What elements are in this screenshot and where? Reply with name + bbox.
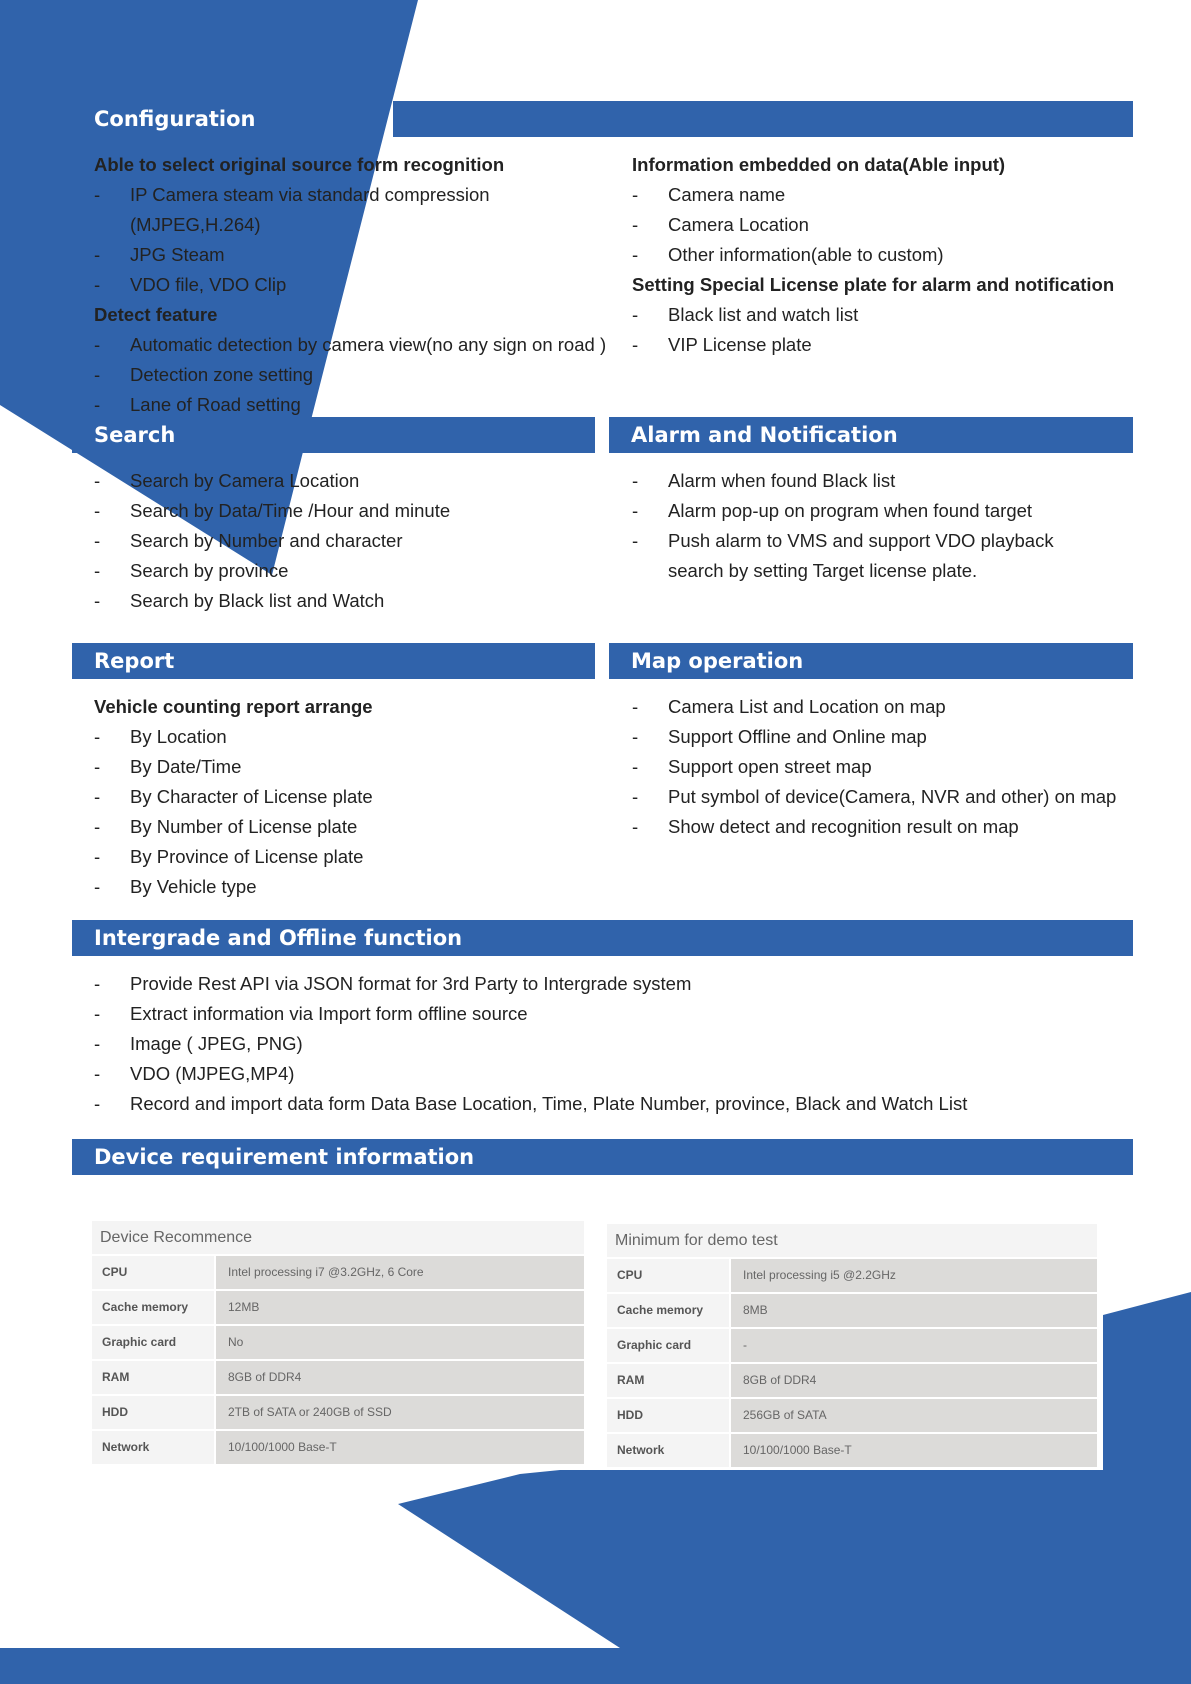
table-row bbox=[607, 1399, 1097, 1432]
bullet-dash: - bbox=[632, 500, 639, 521]
search-list bbox=[94, 466, 594, 616]
bullet-dash: - bbox=[632, 470, 639, 491]
spec-key: Graphic card bbox=[92, 1326, 214, 1359]
table-title: Minimum for demo test bbox=[607, 1224, 1097, 1257]
bullet-dash: - bbox=[94, 394, 101, 415]
bullet-dash: - bbox=[632, 304, 639, 325]
list-item bbox=[632, 300, 1132, 330]
configuration-right bbox=[632, 150, 1132, 360]
bullet-dash: - bbox=[632, 244, 639, 265]
list-item-text: By Province of License plate bbox=[130, 846, 364, 867]
list-item-text: Put symbol of device(Camera, NVR and other) on map bbox=[668, 786, 1117, 807]
spec-key: CPU bbox=[607, 1259, 729, 1292]
device-title: Device requirement information bbox=[94, 1145, 475, 1169]
list-item-text: Provide Rest API via JSON format for 3rd Party to Intergrade system bbox=[130, 973, 692, 994]
spec-key: Network bbox=[607, 1434, 729, 1467]
list-item bbox=[94, 782, 594, 812]
bullet-dash: - bbox=[94, 973, 101, 994]
list-item bbox=[632, 722, 1132, 752]
bullet-dash: - bbox=[94, 470, 101, 491]
list-item bbox=[94, 270, 620, 300]
table-row bbox=[607, 1434, 1097, 1467]
spec-key: RAM bbox=[92, 1361, 214, 1394]
list-item-text: Other information(able to custom) bbox=[668, 244, 944, 265]
list-item bbox=[94, 872, 594, 902]
list-item bbox=[632, 466, 1132, 496]
report-list bbox=[94, 692, 594, 902]
footer-blue-band bbox=[0, 1648, 1191, 1684]
list-item bbox=[94, 1059, 1134, 1089]
section-header-integrate bbox=[72, 920, 1133, 956]
table-row bbox=[92, 1361, 584, 1394]
list-item-text: Support open street map bbox=[668, 756, 872, 777]
spec-value: 8MB bbox=[731, 1294, 1097, 1327]
list-item bbox=[632, 812, 1132, 842]
bullet-dash: - bbox=[94, 590, 101, 611]
spec-key: Cache memory bbox=[92, 1291, 214, 1324]
list-item-text: VDO file, VDO Clip bbox=[130, 274, 287, 295]
list-item-text: Image ( JPEG, PNG) bbox=[130, 1033, 303, 1054]
spec-value: Intel processing i5 @2.2GHz bbox=[731, 1259, 1097, 1292]
map-list bbox=[632, 692, 1132, 842]
spec-value: Intel processing i7 @3.2GHz, 6 Core bbox=[216, 1256, 584, 1289]
list-item-text: Black list and watch list bbox=[668, 304, 859, 325]
bullet-dash: - bbox=[94, 1093, 101, 1114]
list-item-text: By Location bbox=[130, 726, 227, 747]
list-item-text: Push alarm to VMS and support VDO playback bbox=[668, 530, 1054, 551]
report-title: Report bbox=[94, 649, 175, 673]
list-item-text: Show detect and recognition result on map bbox=[668, 816, 1019, 837]
list-item bbox=[94, 180, 620, 240]
spec-key: HDD bbox=[607, 1399, 729, 1432]
bullet-dash: - bbox=[94, 876, 101, 897]
bullet-dash: - bbox=[94, 560, 101, 581]
table-row bbox=[92, 1326, 584, 1359]
bullet-dash: - bbox=[632, 696, 639, 717]
bullet-dash: - bbox=[632, 786, 639, 807]
configuration-title: Configuration bbox=[94, 107, 256, 131]
list-item bbox=[632, 496, 1132, 526]
bullet-dash: - bbox=[94, 244, 101, 265]
list-item-text: Alarm when found Black list bbox=[668, 470, 896, 491]
list-item-text: Automatic detection by camera view(no any sign on road ) bbox=[130, 334, 607, 355]
spec-key: Graphic card bbox=[607, 1329, 729, 1362]
list-item bbox=[94, 360, 620, 390]
spec-key: Network bbox=[92, 1431, 214, 1464]
spec-value: 10/100/1000 Base-T bbox=[216, 1431, 584, 1464]
list-item-text: IP Camera steam via standard compression (MJPEG,H.264) bbox=[130, 184, 490, 235]
list-item-text: Search by Camera Location bbox=[130, 470, 360, 491]
bullet-dash: - bbox=[94, 846, 101, 867]
list-item-text: VIP License plate bbox=[668, 334, 812, 355]
list-item-text: Record and import data form Data Base Location, Time, Plate Number, province, Black and Watch List bbox=[130, 1093, 968, 1114]
bullet-dash: - bbox=[632, 334, 639, 355]
bullet-dash: - bbox=[94, 1033, 101, 1054]
bullet-dash: - bbox=[632, 530, 639, 551]
spec-key: HDD bbox=[92, 1396, 214, 1429]
spec-value: 12MB bbox=[216, 1291, 584, 1324]
subsection-heading: Information embedded on data(Able input) bbox=[632, 154, 1006, 175]
list-item-text: Search by Number and character bbox=[130, 530, 403, 551]
configuration-left bbox=[94, 150, 620, 420]
list-item bbox=[94, 586, 594, 616]
alarm-list bbox=[632, 466, 1132, 586]
bullet-dash: - bbox=[94, 1003, 101, 1024]
spec-value: 8GB of DDR4 bbox=[731, 1364, 1097, 1397]
list-item-text: Search by Data/Time /Hour and minute bbox=[130, 500, 451, 521]
bullet-dash: - bbox=[94, 500, 101, 521]
section-header-configuration bbox=[72, 101, 1133, 137]
section-header-alarm bbox=[609, 417, 1133, 453]
list-item bbox=[632, 782, 1132, 812]
list-item bbox=[94, 969, 1134, 999]
section-header-report bbox=[72, 643, 595, 679]
subsection-heading: Setting Special License plate for alarm and notification bbox=[632, 274, 1115, 295]
list-item-text: Extract information via Import form offline source bbox=[130, 1003, 528, 1024]
integrate-list bbox=[94, 969, 1134, 1119]
device-minimum-table bbox=[607, 1224, 1097, 1469]
map-title: Map operation bbox=[631, 649, 804, 673]
bullet-dash: - bbox=[94, 364, 101, 385]
alarm-title: Alarm and Notification bbox=[631, 423, 898, 447]
table-row bbox=[92, 1291, 584, 1324]
list-item bbox=[94, 842, 594, 872]
list-item bbox=[94, 1089, 1134, 1119]
list-item bbox=[94, 999, 1134, 1029]
section-header-map bbox=[609, 643, 1133, 679]
list-item-text: Detection zone setting bbox=[130, 364, 314, 385]
list-item bbox=[94, 526, 594, 556]
table-row bbox=[607, 1329, 1097, 1362]
report-subheading: Vehicle counting report arrange bbox=[94, 696, 373, 717]
list-item-continuation: search by setting Target license plate. bbox=[668, 560, 978, 581]
list-item bbox=[632, 210, 1132, 240]
spec-key: CPU bbox=[92, 1256, 214, 1289]
bullet-dash: - bbox=[94, 1063, 101, 1084]
list-item bbox=[632, 526, 1132, 556]
table-row bbox=[92, 1396, 584, 1429]
bullet-dash: - bbox=[94, 726, 101, 747]
bullet-dash: - bbox=[94, 816, 101, 837]
subsection-heading: Detect feature bbox=[94, 304, 218, 325]
section-header-search bbox=[72, 417, 595, 453]
table-row bbox=[607, 1364, 1097, 1397]
list-item bbox=[94, 722, 594, 752]
list-item-text: By Date/Time bbox=[130, 756, 242, 777]
spec-value: 2TB of SATA or 240GB of SSD bbox=[216, 1396, 584, 1429]
bullet-dash: - bbox=[632, 756, 639, 777]
list-item-text: Lane of Road setting bbox=[130, 394, 301, 415]
bullet-dash: - bbox=[94, 530, 101, 551]
list-item-text: Camera name bbox=[668, 184, 786, 205]
spec-value: 256GB of SATA bbox=[731, 1399, 1097, 1432]
search-title: Search bbox=[94, 423, 176, 447]
list-item bbox=[94, 466, 594, 496]
table-row bbox=[607, 1259, 1097, 1292]
list-item bbox=[94, 496, 594, 526]
bullet-dash: - bbox=[94, 274, 101, 295]
bullet-dash: - bbox=[632, 184, 639, 205]
spec-value: - bbox=[731, 1329, 1097, 1362]
list-item bbox=[632, 692, 1132, 722]
table-title: Device Recommence bbox=[92, 1221, 584, 1254]
bullet-dash: - bbox=[94, 756, 101, 777]
bullet-dash: - bbox=[632, 214, 639, 235]
list-item bbox=[632, 330, 1132, 360]
list-item bbox=[94, 812, 594, 842]
list-item-text: JPG Steam bbox=[130, 244, 225, 265]
integrate-title: Intergrade and Offline function bbox=[94, 926, 463, 950]
list-item-text: Camera List and Location on map bbox=[668, 696, 946, 717]
table-row bbox=[92, 1431, 584, 1464]
spec-key: RAM bbox=[607, 1364, 729, 1397]
list-item-text: Search by Black list and Watch bbox=[130, 590, 385, 611]
bullet-dash: - bbox=[632, 726, 639, 747]
list-item-text: By Number of License plate bbox=[130, 816, 358, 837]
section-header-device bbox=[72, 1139, 1133, 1175]
subsection-heading: Able to select original source form recognition bbox=[94, 154, 505, 175]
list-item-text: Search by province bbox=[130, 560, 289, 581]
list-item-text: By Vehicle type bbox=[130, 876, 257, 897]
bullet-dash: - bbox=[94, 334, 101, 355]
bullet-dash: - bbox=[632, 816, 639, 837]
list-item bbox=[94, 390, 620, 420]
table-row bbox=[607, 1294, 1097, 1327]
list-item-text: VDO (MJPEG,MP4) bbox=[130, 1063, 295, 1084]
list-item-text: Camera Location bbox=[668, 214, 809, 235]
device-recommend-table bbox=[92, 1221, 584, 1466]
spec-value: 10/100/1000 Base-T bbox=[731, 1434, 1097, 1467]
list-item bbox=[632, 752, 1132, 782]
table-row bbox=[92, 1256, 584, 1289]
spec-value: 8GB of DDR4 bbox=[216, 1361, 584, 1394]
bullet-dash: - bbox=[94, 786, 101, 807]
list-item bbox=[94, 752, 594, 782]
list-item bbox=[94, 240, 620, 270]
list-item bbox=[94, 556, 594, 586]
list-item-text: Support Offline and Online map bbox=[668, 726, 927, 747]
list-item bbox=[632, 240, 1132, 270]
spec-value: No bbox=[216, 1326, 584, 1359]
list-item-text: Alarm pop-up on program when found target bbox=[668, 500, 1033, 521]
bullet-dash: - bbox=[94, 184, 101, 205]
list-item bbox=[632, 180, 1132, 210]
list-item bbox=[94, 1029, 1134, 1059]
list-item bbox=[94, 330, 620, 360]
list-item-text: By Character of License plate bbox=[130, 786, 373, 807]
spec-key: Cache memory bbox=[607, 1294, 729, 1327]
